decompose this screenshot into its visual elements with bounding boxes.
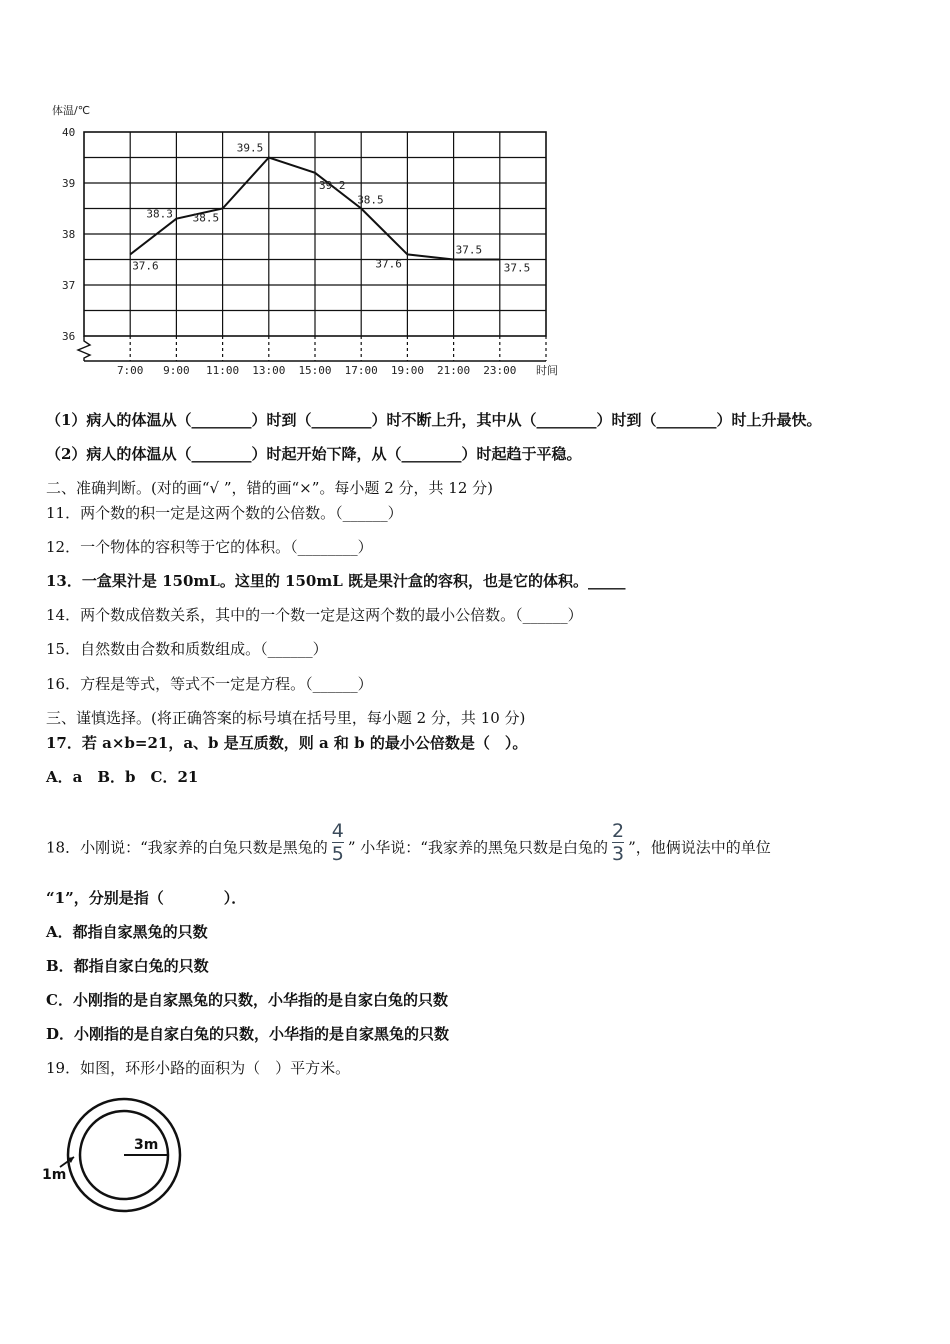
data-label: 39.5 bbox=[236, 141, 264, 155]
inner-radius-label: 3m bbox=[134, 1137, 159, 1153]
data-label: 38.5 bbox=[192, 211, 220, 225]
question-14: 14．两个数成倍数关系，其中的一个数一定是这两个数的最小公倍数。（______） bbox=[46, 606, 583, 624]
q18-option-d: D．小刚指的是自家白兔的只数，小华指的是自家黑兔的只数 bbox=[46, 1025, 450, 1043]
question-16: 16．方程是等式，等式不一定是方程。（______） bbox=[46, 675, 373, 693]
x-tick-label: 7:00 bbox=[116, 364, 144, 377]
question-2: （2）病人的体温从（________）时起开始下降，从（________）时起趋于平稳。 bbox=[46, 445, 582, 463]
question-11: 11．两个数的积一定是这两个数的公倍数。（______） bbox=[46, 504, 403, 522]
question-18 bbox=[46, 820, 771, 871]
y-axis-ticks bbox=[62, 126, 75, 343]
q18-text-b: ” 小华说：“我家养的黑兔只数是白兔的 bbox=[347, 838, 608, 857]
x-axis-ticks bbox=[117, 364, 516, 377]
x-axis-label: 时间 bbox=[536, 364, 558, 377]
temperature-line-chart bbox=[46, 98, 566, 383]
q18-text-a: 18．小刚说：“我家养的白兔只数是黑兔的 bbox=[46, 838, 328, 857]
x-tick-label: 23:00 bbox=[483, 364, 517, 377]
data-label: 38.3 bbox=[146, 207, 173, 221]
data-label: 38.5 bbox=[357, 193, 384, 207]
data-label: 39.2 bbox=[319, 178, 346, 192]
question-12: 12．一个物体的容积等于它的体积。（________） bbox=[46, 538, 373, 556]
q18-text-c: ”，他俩说法中的单位 bbox=[628, 838, 771, 857]
ring-path-figure bbox=[40, 1095, 190, 1225]
ring-width-label: 1m bbox=[42, 1167, 67, 1183]
section-3-heading: 三、谨慎选择。(将正确答案的标号填在括号里，每小题 2 分，共 10 分) bbox=[46, 709, 526, 727]
section-2-heading: 二、准确判断。(对的画“√ ”，错的画“×”。每小题 2 分，共 12 分) bbox=[46, 479, 493, 497]
y-tick-label: 39 bbox=[62, 177, 76, 190]
x-tick-label: 17:00 bbox=[344, 364, 378, 377]
fraction-four-fifths: $\frac{4}{5}$ bbox=[331, 820, 344, 865]
y-axis-label: 体温/℃ bbox=[52, 104, 91, 117]
question-17: 17．若 a×b=21，a、b 是互质数，则 a 和 b 的最小公倍数是（ ）。 bbox=[46, 734, 528, 752]
q18-option-c: C．小刚指的是自家黑兔的只数，小华指的是自家白兔的只数 bbox=[46, 991, 448, 1009]
y-tick-label: 38 bbox=[62, 228, 76, 241]
q18-option-b: B．都指自家白兔的只数 bbox=[46, 957, 209, 975]
fraction-two-thirds: $\frac{2}{3}$ bbox=[611, 820, 625, 865]
question-15: 15．自然数由合数和质数组成。（______） bbox=[46, 640, 328, 658]
q18-option-a: A．都指自家黑兔的只数 bbox=[46, 923, 208, 941]
question-17-options: A．a B．b C．21 bbox=[46, 768, 199, 786]
y-tick-label: 36 bbox=[62, 330, 76, 343]
data-label: 37.6 bbox=[375, 257, 402, 271]
y-tick-label: 37 bbox=[62, 279, 76, 292]
data-label: 37.5 bbox=[455, 243, 483, 257]
question-18-cont: “1”，分别是指（ ）． bbox=[46, 889, 247, 907]
x-tick-label: 19:00 bbox=[390, 364, 424, 377]
y-axis-break bbox=[78, 336, 90, 361]
question-13: 13．一盒果汁是 150mL。这里的 150mL 既是果汁盒的容积，也是它的体积。_____ bbox=[46, 572, 626, 590]
question-19: 19．如图，环形小路的面积为（ ）平方米。 bbox=[46, 1059, 351, 1077]
x-tick-label: 9:00 bbox=[163, 364, 190, 377]
x-tick-label: 11:00 bbox=[206, 364, 240, 377]
data-label: 37.6 bbox=[132, 259, 159, 273]
question-1: （1）病人的体温从（________）时到（________）时不断上升，其中从（________）时到（________）时上升最快。 bbox=[46, 411, 822, 429]
x-tick-label: 21:00 bbox=[437, 364, 471, 377]
x-tick-label: 15:00 bbox=[298, 364, 332, 377]
y-tick-label: 40 bbox=[62, 126, 76, 139]
x-tick-label: 13:00 bbox=[252, 364, 286, 377]
data-label: 37.5 bbox=[503, 261, 531, 275]
